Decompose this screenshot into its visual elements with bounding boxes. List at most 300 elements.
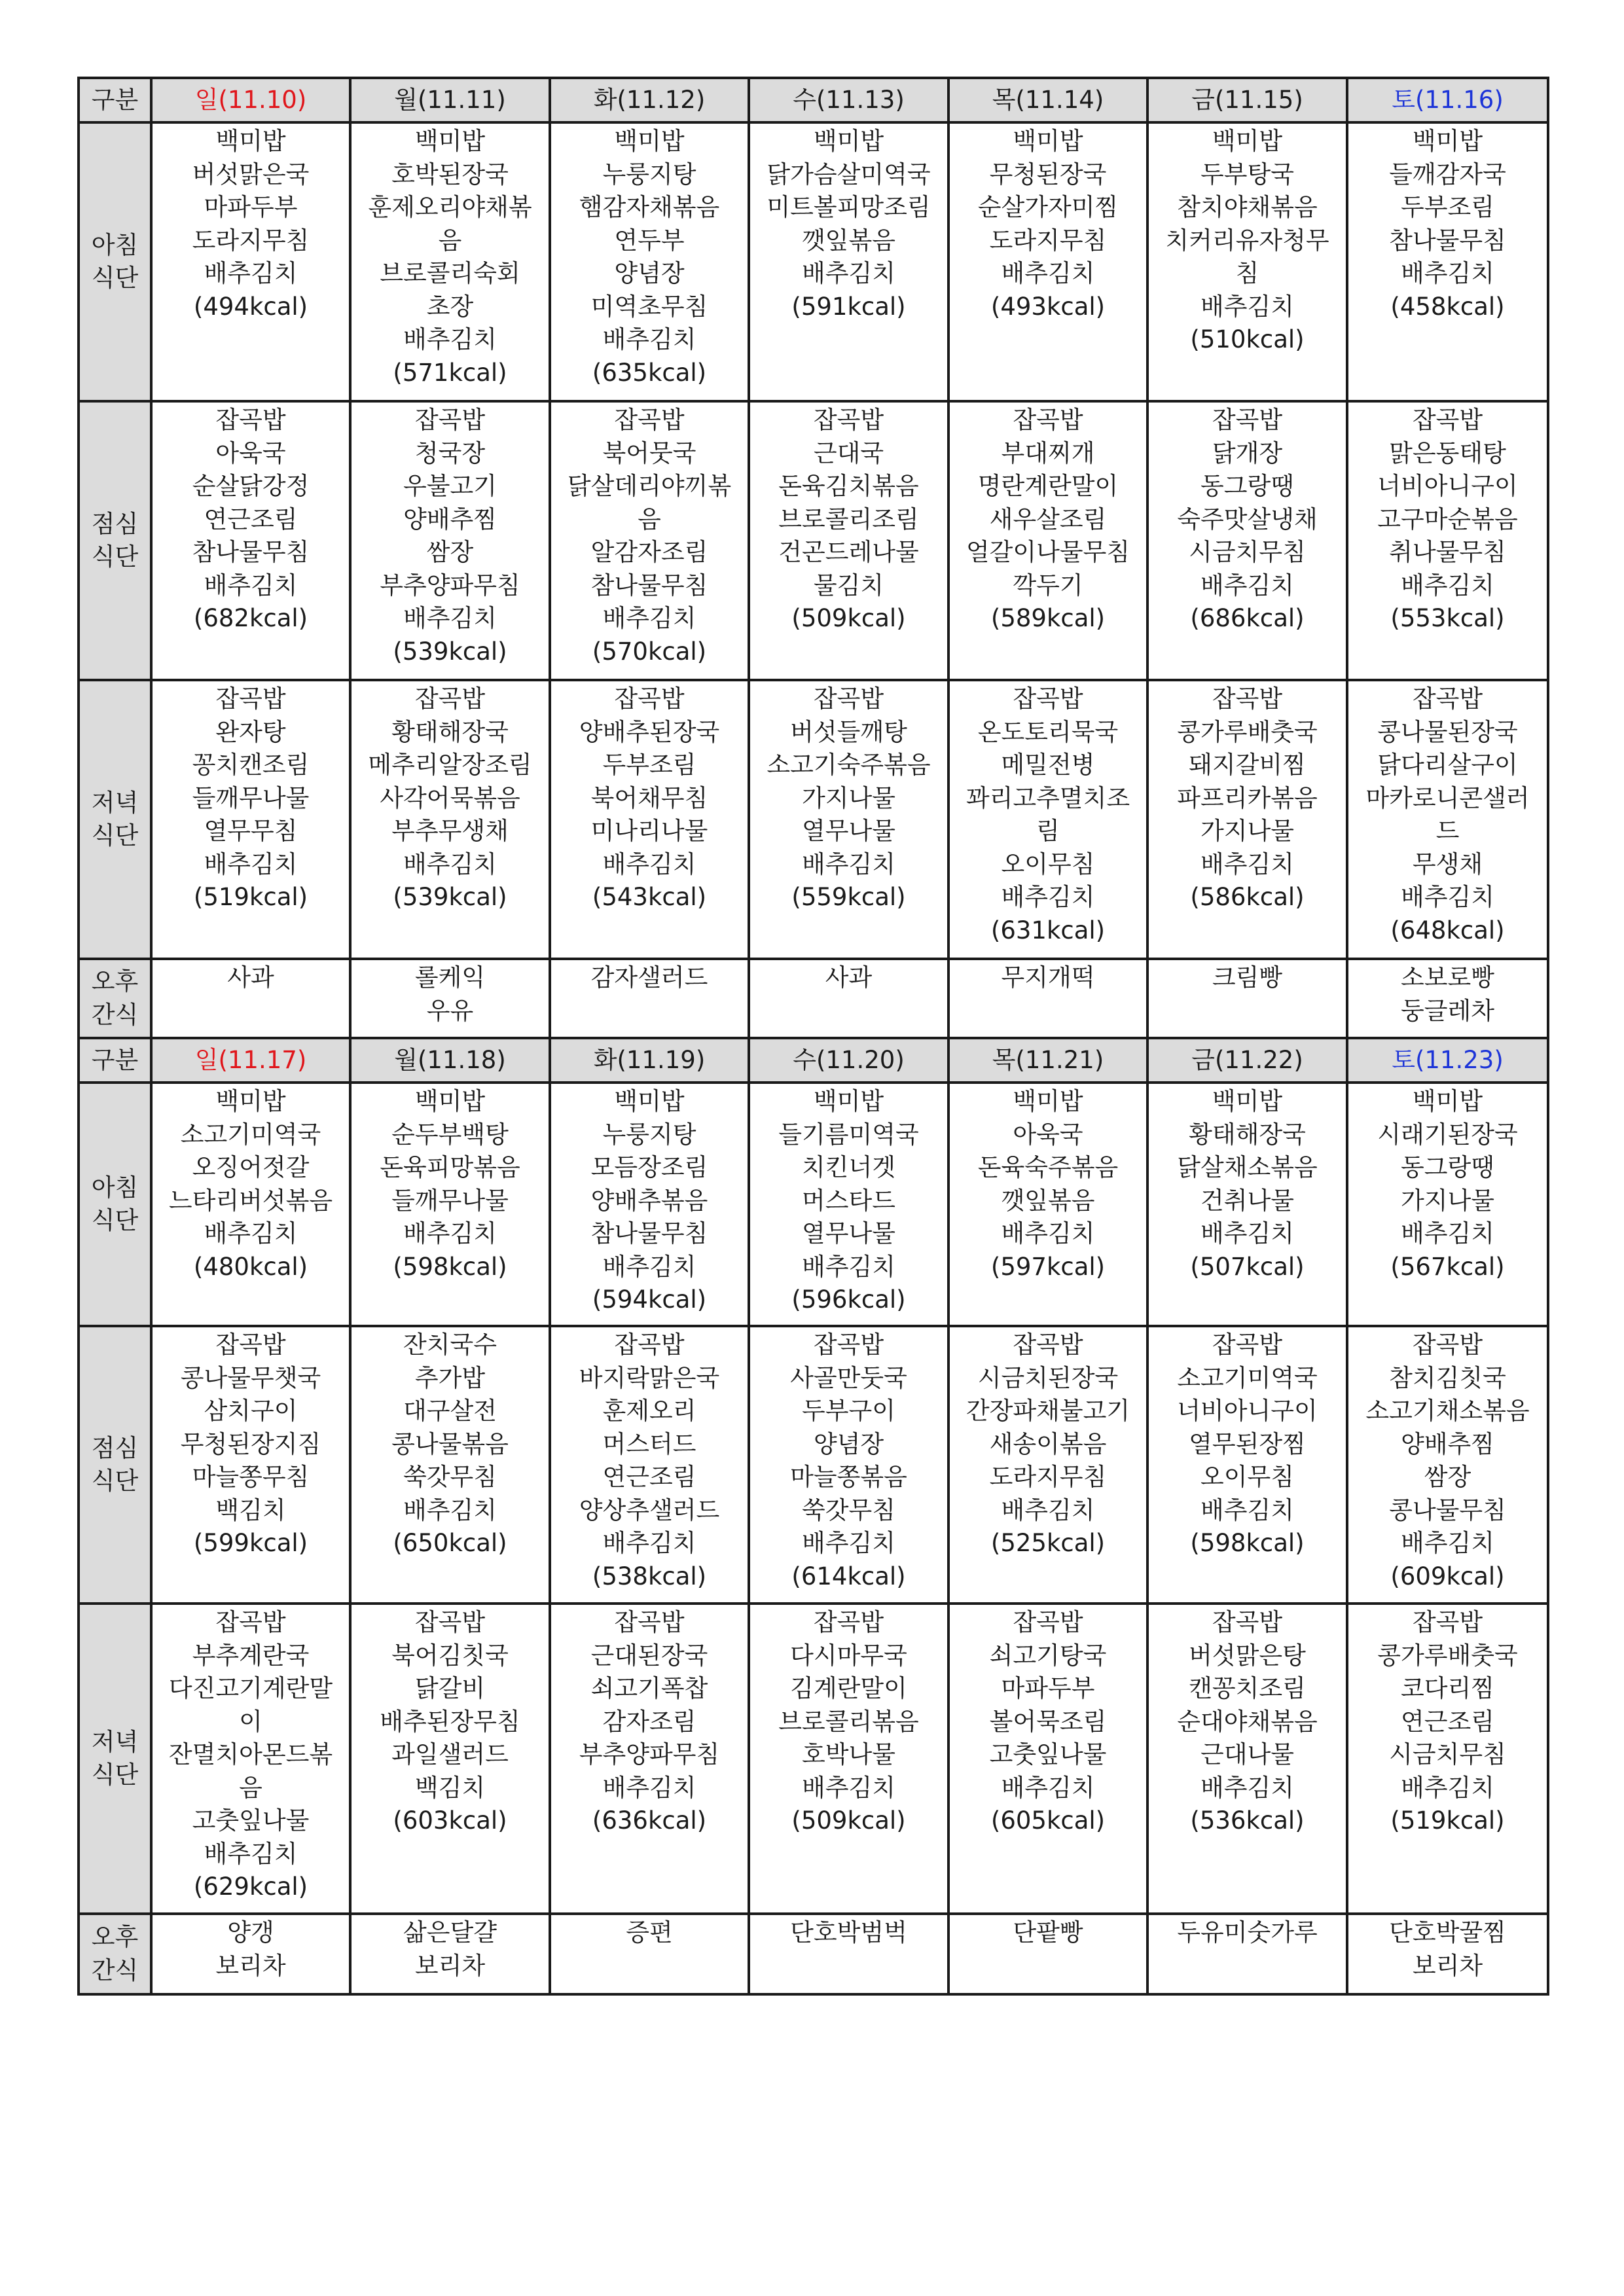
menu-item: 닭살데리야끼볶 — [567, 472, 732, 500]
menu-item: 무생채 — [1412, 850, 1483, 878]
menu-item: 브로콜리숙회 — [380, 259, 520, 287]
menu-item: 물김치 — [813, 571, 884, 600]
breakfast-cell — [151, 122, 350, 401]
menu-item: 도라지무침 — [192, 226, 310, 255]
snack-cell — [151, 959, 350, 1038]
weekly-meal-table — [77, 77, 1549, 1996]
menu-item: (596kcal) — [791, 1285, 906, 1314]
menu-item: 잡곡밥 — [1212, 406, 1283, 434]
menu-item: (635kcal) — [592, 358, 707, 387]
menu-item: 둥글레차 — [1401, 996, 1494, 1025]
lunch-cell — [350, 1326, 550, 1604]
menu-item: 호박나물 — [802, 1740, 895, 1768]
menu-item: 배추김치 — [403, 850, 497, 878]
menu-item: 얼갈이나물무침 — [965, 538, 1130, 566]
menu-item: (509kcal) — [791, 604, 906, 632]
menu-item: 사과 — [227, 963, 274, 992]
breakfast-cell — [1347, 122, 1548, 401]
menu-item: 백미밥 — [414, 127, 486, 155]
menu-item: 크림빵 — [1212, 963, 1283, 992]
snack-row — [79, 959, 1548, 1038]
menu-item: 치킨너겟 — [802, 1153, 895, 1181]
menu-item: (603kcal) — [393, 1806, 507, 1835]
menu-item: 양배추찜 — [1401, 1429, 1494, 1458]
breakfast-cell — [1347, 1083, 1548, 1326]
menu-item: 연근조림 — [1401, 1707, 1494, 1736]
week-header-row — [79, 1038, 1548, 1083]
dinner-label — [79, 680, 151, 959]
menu-item: 단호박범벅 — [790, 1918, 907, 1946]
menu-item: (538kcal) — [592, 1562, 707, 1590]
menu-item: 배추김치 — [802, 1529, 895, 1557]
menu-item: 배추김치 — [403, 604, 497, 632]
meal-label-line: 점심 — [91, 509, 139, 538]
menu-item: 브로콜리조림 — [778, 505, 919, 533]
menu-item: (525kcal) — [990, 1529, 1106, 1557]
day-header: 월(11.11) — [350, 78, 550, 122]
menu-item: 배추김치 — [602, 850, 696, 878]
menu-item: 배추김치 — [1200, 292, 1294, 321]
menu-item: 백김치 — [414, 1773, 486, 1802]
menu-item: 누룽지탕 — [602, 160, 696, 188]
menu-item: 잡곡밥 — [813, 685, 884, 713]
menu-item: 열무나물 — [802, 1219, 895, 1247]
menu-item: 쇠고기폭찹 — [590, 1674, 708, 1702]
menu-item: 볼어묵조림 — [989, 1707, 1107, 1736]
menu-item: 양갱 — [227, 1918, 274, 1946]
menu-item: 마파두부 — [204, 193, 298, 221]
menu-item: 양념장 — [614, 259, 685, 287]
menu-item: 두부조림 — [1401, 193, 1494, 221]
menu-item: 음 — [239, 1773, 262, 1802]
menu-item: 잡곡밥 — [1412, 406, 1483, 434]
menu-item: 양배추볶음 — [590, 1186, 708, 1215]
meal-label-line: 오후 — [91, 967, 139, 996]
menu-item: 건곤드레나물 — [778, 538, 919, 566]
menu-item: 잡곡밥 — [813, 406, 884, 434]
menu-item: 돈육피망볶음 — [380, 1153, 520, 1181]
menu-item: 근대나물 — [1200, 1740, 1294, 1768]
menu-item: 부추무생채 — [391, 817, 509, 845]
menu-item: (686kcal) — [1190, 604, 1305, 632]
lunch-cell — [749, 401, 948, 680]
menu-item: 두부조림 — [602, 751, 696, 779]
menu-item: 미역초무침 — [590, 292, 708, 321]
menu-item: 보리차 — [414, 1951, 486, 1980]
menu-item: 아욱국 — [215, 439, 286, 467]
menu-item: 잡곡밥 — [215, 685, 286, 713]
meal-label-line: 식단 — [91, 264, 139, 292]
menu-item: 미트볼피망조림 — [767, 193, 931, 221]
meal-label-line: 식단 — [91, 1206, 139, 1234]
menu-item: 맑은동태탕 — [1389, 439, 1506, 467]
menu-item: 온도토리묵국 — [977, 717, 1119, 746]
menu-item: 부대찌개 — [1001, 439, 1095, 467]
meal-label-line: 저녁 — [91, 788, 139, 817]
menu-item: 아욱국 — [1013, 1120, 1083, 1149]
menu-item: 마늘쫑볶음 — [790, 1463, 907, 1491]
menu-item: (458kcal) — [1390, 292, 1505, 321]
menu-item: 우유 — [426, 996, 474, 1025]
menu-item: 배추김치 — [204, 850, 298, 878]
menu-item: 연근조림 — [602, 1463, 696, 1491]
menu-item: 마늘쫑무침 — [192, 1463, 310, 1491]
menu-item: 소고기미역국 — [180, 1120, 321, 1149]
menu-item: 열무된장찜 — [1189, 1429, 1306, 1458]
menu-item: 순살닭강정 — [192, 472, 310, 500]
menu-item: 간장파채불고기 — [965, 1397, 1130, 1425]
menu-item: 배추김치 — [1200, 1773, 1294, 1802]
menu-item: 잡곡밥 — [813, 1608, 884, 1636]
menu-item: (682kcal) — [193, 604, 308, 632]
menu-item: 참나물무침 — [192, 538, 310, 566]
menu-item: 브로콜리볶음 — [778, 1707, 919, 1736]
breakfast-cell — [1147, 122, 1347, 401]
breakfast-cell — [749, 1083, 948, 1326]
menu-item: 배추김치 — [1401, 571, 1494, 600]
menu-item: 잔멸치아몬드볶 — [168, 1740, 333, 1768]
menu-item: 쇠고기탕국 — [989, 1641, 1107, 1670]
menu-item: 알감자조림 — [590, 538, 708, 566]
menu-item: 순대야채볶음 — [1177, 1707, 1318, 1736]
menu-item: 메추리알장조림 — [368, 751, 532, 779]
menu-item: 고춧잎나물 — [192, 1806, 310, 1835]
menu-item: 삶은달걀 — [403, 1918, 497, 1946]
menu-item: (598kcal) — [1190, 1529, 1305, 1557]
day-header: 수(11.20) — [749, 1038, 948, 1083]
menu-item: (597kcal) — [990, 1252, 1106, 1281]
menu-item: (539kcal) — [393, 883, 507, 911]
day-header: 화(11.12) — [550, 78, 749, 122]
menu-item: 콩나물볶음 — [391, 1429, 509, 1458]
menu-item: 잡곡밥 — [1212, 685, 1283, 713]
menu-item: 두유미숫가루 — [1177, 1918, 1318, 1946]
dinner-cell — [550, 1604, 749, 1914]
menu-item: 백미밥 — [414, 1087, 486, 1115]
snack-cell — [749, 1914, 948, 1994]
dinner-cell — [948, 1604, 1147, 1914]
menu-item: 백미밥 — [1212, 1087, 1283, 1115]
menu-item: 코다리찜 — [1401, 1674, 1494, 1702]
menu-item: 두부탕국 — [1200, 160, 1294, 188]
menu-item: 돼지갈비찜 — [1189, 751, 1306, 779]
lunch-cell — [948, 1326, 1147, 1604]
menu-item: 두부구이 — [802, 1397, 895, 1425]
menu-item: 치커리유자청무 — [1165, 226, 1329, 255]
menu-item: 배추김치 — [204, 571, 298, 600]
menu-item: 양상추샐러드 — [579, 1496, 720, 1524]
snack-cell — [1147, 959, 1347, 1038]
menu-item: 배추김치 — [1401, 1219, 1494, 1247]
dinner-cell — [1147, 1604, 1347, 1914]
menu-item: 음 — [638, 505, 661, 533]
menu-item: 열무무침 — [204, 817, 298, 845]
menu-item: (519kcal) — [1390, 1806, 1505, 1835]
menu-item: 황태해장국 — [1189, 1120, 1306, 1149]
lunch-cell — [550, 401, 749, 680]
menu-item: (591kcal) — [791, 292, 906, 321]
snack-cell — [1347, 1914, 1548, 1994]
menu-item: (571kcal) — [393, 358, 507, 387]
menu-item: 배추김치 — [1200, 1496, 1294, 1524]
snack-cell — [948, 1914, 1147, 1994]
menu-item: 배추김치 — [1401, 1773, 1494, 1802]
menu-item: (586kcal) — [1190, 883, 1305, 911]
menu-item: 양배추된장국 — [579, 717, 720, 746]
menu-item: 잡곡밥 — [1412, 685, 1483, 713]
menu-item: 북어뭇국 — [602, 439, 696, 467]
menu-item: 돈육숙주볶음 — [977, 1153, 1119, 1181]
meal-label-line: 오후 — [91, 1923, 139, 1951]
lunch-cell — [151, 401, 350, 680]
menu-item: (570kcal) — [592, 637, 707, 666]
menu-item: 잡곡밥 — [1013, 1608, 1083, 1636]
menu-item: 누룽지탕 — [602, 1120, 696, 1149]
menu-item: 감자조림 — [602, 1707, 696, 1736]
menu-item: 배추김치 — [602, 325, 696, 353]
menu-item: 양념장 — [813, 1429, 884, 1458]
dinner-row — [79, 680, 1548, 959]
snack-cell — [550, 959, 749, 1038]
lunch-row — [79, 1326, 1548, 1604]
menu-item: 단호박꿀찜 — [1389, 1918, 1506, 1946]
menu-item: 백미밥 — [813, 127, 884, 155]
menu-item: 캔꽁치조림 — [1189, 1674, 1306, 1702]
menu-item: 닭갈비 — [414, 1674, 486, 1702]
day-header: 월(11.18) — [350, 1038, 550, 1083]
menu-item: 열무나물 — [802, 817, 895, 845]
menu-item: 연근조림 — [204, 505, 298, 533]
breakfast-cell — [550, 1083, 749, 1326]
snack-cell — [350, 959, 550, 1038]
menu-item: 깻잎볶음 — [1001, 1186, 1095, 1215]
breakfast-row — [79, 122, 1548, 401]
menu-item: 콩나물된장국 — [1377, 717, 1518, 746]
menu-item: 쑥갓무침 — [403, 1463, 497, 1491]
menu-item: 미나리나물 — [590, 817, 708, 845]
menu-item: (614kcal) — [791, 1562, 906, 1590]
menu-item: 마파두부 — [1001, 1674, 1095, 1702]
menu-item: (605kcal) — [990, 1806, 1106, 1835]
menu-item: (559kcal) — [791, 883, 906, 911]
menu-item: 모듬장조림 — [590, 1153, 708, 1181]
menu-item: 북어김칫국 — [391, 1641, 509, 1670]
menu-item: 잡곡밥 — [614, 1331, 685, 1359]
meal-label-line: 아침 — [91, 230, 139, 259]
menu-item: 완자탕 — [215, 717, 286, 746]
menu-item: 잡곡밥 — [1412, 1331, 1483, 1359]
menu-item: 초장 — [426, 292, 474, 321]
menu-item: 버섯들깨탕 — [790, 717, 907, 746]
menu-item: 배추김치 — [602, 1773, 696, 1802]
meal-label-line: 식단 — [91, 1761, 139, 1789]
menu-item: 햄감자채볶음 — [579, 193, 720, 221]
menu-item: 백미밥 — [614, 127, 685, 155]
menu-item: 마카로니콘샐러 — [1365, 783, 1530, 812]
meal-label-line: 간식 — [91, 1956, 139, 1984]
lunch-cell — [1147, 1326, 1347, 1604]
menu-item: (494kcal) — [193, 292, 308, 321]
menu-item: 대구살전 — [403, 1397, 497, 1425]
menu-item: 호박된장국 — [391, 160, 509, 188]
menu-item: 잡곡밥 — [614, 406, 685, 434]
menu-item: 쑥갓무침 — [802, 1496, 895, 1524]
menu-item: 배추김치 — [802, 259, 895, 287]
menu-item: 보리차 — [215, 1951, 286, 1980]
lunch-row — [79, 401, 1548, 680]
day-header: 금(11.15) — [1147, 78, 1347, 122]
menu-item: 배추김치 — [1401, 883, 1494, 911]
meal-label-line: 아침 — [91, 1173, 139, 1202]
dinner-cell — [350, 1604, 550, 1914]
menu-item: 잔치국수 — [403, 1331, 497, 1359]
menu-item: 잡곡밥 — [414, 406, 486, 434]
lunch-cell — [749, 1326, 948, 1604]
menu-item: (589kcal) — [990, 604, 1106, 632]
dinner-cell — [1347, 680, 1548, 959]
menu-item: 쌈장 — [426, 538, 474, 566]
menu-item: 배추김치 — [602, 1252, 696, 1281]
menu-item: 배추김치 — [602, 1529, 696, 1557]
menu-item: 파프리카볶음 — [1177, 783, 1318, 812]
menu-item: 잡곡밥 — [414, 1608, 486, 1636]
menu-item: 느타리버섯볶음 — [168, 1186, 333, 1215]
snack-cell — [948, 959, 1147, 1038]
menu-item: 보리차 — [1412, 1951, 1483, 1980]
menu-item: 가지나물 — [1200, 817, 1294, 845]
breakfast-cell — [749, 122, 948, 401]
menu-item: 백미밥 — [1412, 127, 1483, 155]
menu-item: 배추김치 — [602, 604, 696, 632]
menu-item: 배추김치 — [1001, 1496, 1095, 1524]
menu-item: 꽁치캔조림 — [192, 751, 310, 779]
menu-item: 가지나물 — [802, 783, 895, 812]
menu-item: 머스타드 — [802, 1186, 895, 1215]
menu-item: 배추김치 — [204, 259, 298, 287]
menu-item: 사골만둣국 — [790, 1363, 907, 1392]
menu-item: 사과 — [825, 963, 873, 992]
breakfast-cell — [151, 1083, 350, 1326]
snack-cell — [749, 959, 948, 1038]
menu-item: 배추김치 — [1001, 883, 1095, 911]
menu-item: 닭다리살구이 — [1377, 751, 1518, 779]
menu-item: 머스터드 — [602, 1429, 696, 1458]
menu-item: 사각어묵볶음 — [380, 783, 520, 812]
dinner-label — [79, 1604, 151, 1914]
menu-item: 배추김치 — [802, 1252, 895, 1281]
menu-item: 다진고기계란말 — [168, 1674, 333, 1702]
menu-item: 들깨무나물 — [391, 1186, 509, 1215]
menu-item: 감자샐러드 — [590, 963, 708, 992]
header-label: 구분 — [79, 1038, 151, 1083]
menu-item: 시래기된장국 — [1377, 1120, 1518, 1149]
menu-item: 황태해장국 — [391, 717, 509, 746]
menu-item: 음 — [438, 226, 462, 255]
meal-label-line: 식단 — [91, 821, 139, 850]
menu-item: (493kcal) — [990, 292, 1106, 321]
menu-item: 잡곡밥 — [1212, 1331, 1283, 1359]
menu-item: 양배추찜 — [403, 505, 497, 533]
menu-item: 부추양파무침 — [380, 571, 520, 600]
menu-item: 순살가자미찜 — [977, 193, 1119, 221]
menu-item: 잡곡밥 — [1412, 1608, 1483, 1636]
menu-item: 잡곡밥 — [614, 1608, 685, 1636]
dinner-cell — [1147, 680, 1347, 959]
snack-label — [79, 959, 151, 1038]
menu-item: 버섯맑은탕 — [1189, 1641, 1306, 1670]
menu-item: 잡곡밥 — [414, 685, 486, 713]
meal-label-line: 점심 — [91, 1433, 139, 1462]
snack-cell — [550, 1914, 749, 1994]
breakfast-cell — [350, 122, 550, 401]
meal-label-line: 식단 — [91, 543, 139, 571]
menu-item: (599kcal) — [193, 1529, 308, 1557]
lunch-cell — [350, 401, 550, 680]
menu-item: (536kcal) — [1190, 1806, 1305, 1835]
menu-item: 고구마순볶음 — [1377, 505, 1518, 533]
menu-item: (629kcal) — [193, 1873, 308, 1901]
menu-item: 과일샐러드 — [391, 1740, 509, 1768]
menu-item: 삼치구이 — [204, 1397, 298, 1425]
menu-item: 배추김치 — [1200, 850, 1294, 878]
menu-item: 배추김치 — [1001, 1219, 1095, 1247]
menu-item: 도라지무침 — [989, 226, 1107, 255]
day-header: 목(11.21) — [948, 1038, 1147, 1083]
menu-item: 들기름미역국 — [778, 1120, 919, 1149]
menu-item: 백미밥 — [1013, 1087, 1083, 1115]
menu-item: 백미밥 — [215, 127, 286, 155]
dinner-cell — [948, 680, 1147, 959]
menu-item: 증편 — [626, 1918, 673, 1946]
menu-item: 새송이볶음 — [989, 1429, 1107, 1458]
menu-item: 소고기숙주볶음 — [767, 751, 931, 779]
dinner-cell — [151, 1604, 350, 1914]
day-header: 금(11.22) — [1147, 1038, 1347, 1083]
day-header: 일(11.17) — [151, 1038, 350, 1083]
menu-item: 오이무침 — [1200, 1463, 1294, 1491]
menu-item: (553kcal) — [1390, 604, 1505, 632]
menu-item: 건취나물 — [1200, 1186, 1294, 1215]
menu-item: 명란계란말이 — [977, 472, 1119, 500]
menu-item: 버섯맑은국 — [192, 160, 310, 188]
menu-item: 무지개떡 — [1001, 963, 1095, 992]
menu-item: 잡곡밥 — [215, 1331, 286, 1359]
lunch-label — [79, 1326, 151, 1604]
breakfast-cell — [948, 122, 1147, 401]
menu-item: 너비아니구이 — [1177, 1397, 1318, 1425]
day-header: 목(11.14) — [948, 78, 1147, 122]
menu-item: (594kcal) — [592, 1285, 707, 1314]
menu-item: 근대된장국 — [590, 1641, 708, 1670]
menu-item: 배추김치 — [1200, 571, 1294, 600]
snack-row — [79, 1914, 1548, 1994]
menu-item: (510kcal) — [1190, 325, 1305, 353]
breakfast-label — [79, 1083, 151, 1326]
menu-item: 콩나물무챗국 — [180, 1363, 321, 1392]
menu-item: 롤케익 — [414, 963, 486, 992]
menu-item: 백미밥 — [1212, 127, 1283, 155]
menu-item: 배추김치 — [802, 1773, 895, 1802]
lunch-cell — [151, 1326, 350, 1604]
breakfast-cell — [350, 1083, 550, 1326]
breakfast-row — [79, 1083, 1548, 1326]
menu-item: 깍두기 — [1013, 571, 1083, 600]
meal-label-line: 식단 — [91, 1467, 139, 1495]
menu-item: 배추김치 — [1200, 1219, 1294, 1247]
menu-item: 배추김치 — [1401, 259, 1494, 287]
menu-item: 들깨감자국 — [1389, 160, 1506, 188]
menu-item: 깻잎볶음 — [802, 226, 895, 255]
